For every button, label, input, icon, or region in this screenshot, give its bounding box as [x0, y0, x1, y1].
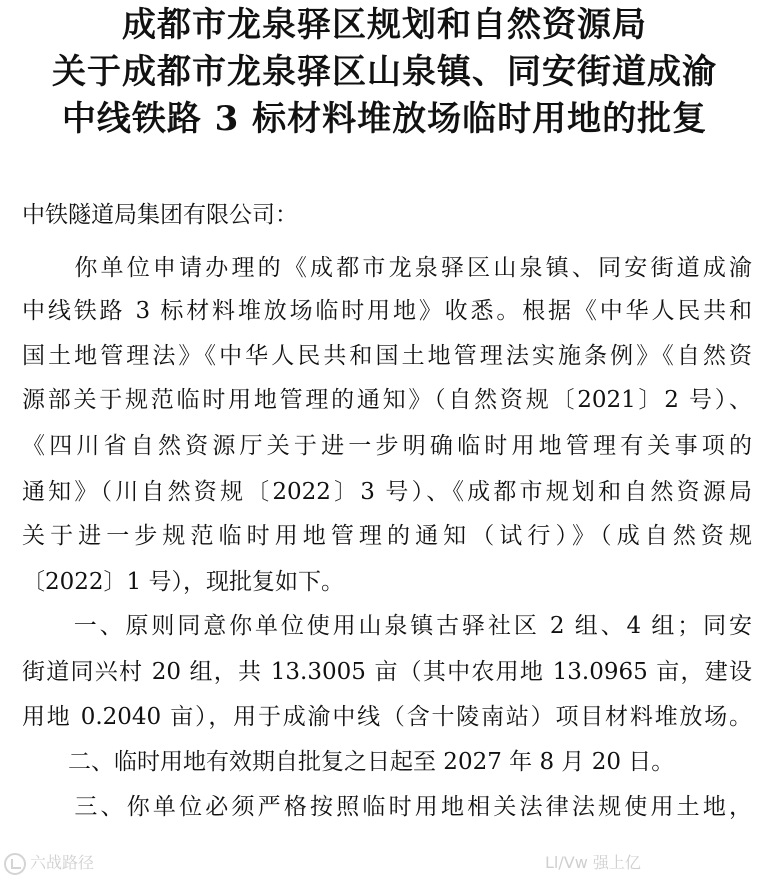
body-line: 通知》（川自然资规〔2022〕3 号）、《成都市规划和自然资源局 [22, 479, 752, 505]
body-line: 三、你单位必须严格按照临时用地相关法律法规使用土地， [22, 794, 752, 820]
body-line: 关于进一步规范临时用地管理的通知（试行）》（成自然资规 [22, 523, 752, 549]
body-line: 二、临时用地有效期自批复之日起至 2027 年 8 月 20 日。 [22, 749, 675, 775]
watermark-left [4, 850, 94, 876]
title-line-1: 成都市龙泉驿区规划和自然资源局 [122, 5, 647, 45]
watermark-right [545, 850, 641, 876]
body-line: 你单位申请办理的《成都市龙泉驿区山泉镇、同安街道成渝 [22, 255, 752, 281]
addressee: 中铁隧道局集团有限公司： [22, 202, 298, 228]
watermark-logo-icon [4, 853, 26, 875]
body-line: 〔2022〕1 号），现批复如下。 [22, 569, 344, 595]
body-line: 一、原则同意你单位使用山泉镇古驿社区 2 组、4 组；同安 [22, 613, 752, 639]
watermark-left-text: 六战路径 [30, 853, 95, 872]
title-line-2: 关于成都市龙泉驿区山泉镇、同安街道成渝 [52, 52, 717, 92]
body-line: 街道同兴村 20 组，共 13.3005 亩（其中农用地 13.0965 亩，建设 [22, 659, 752, 685]
body-line: 中线铁路 3 标材料堆放场临时用地》收悉。根据《中华人民共和 [22, 298, 752, 324]
body-line: 用地 0.2040 亩），用于成渝中线（含十陵南站）项目材料堆放场。 [22, 704, 752, 730]
body-line: 国土地管理法》《中华人民共和国土地管理法实施条例》《自然资 [22, 343, 752, 369]
body-line: 《四川省自然资源厅关于进一步明确临时用地管理有关事项的 [22, 433, 752, 459]
title-line-3: 中线铁路 3 标材料堆放场临时用地的批复 [61, 99, 708, 139]
watermark-right-text: Ll/Vw 强上亿 [545, 853, 641, 872]
body-line: 源部关于规范临时用地管理的通知》（自然资规〔2021〕2 号）、 [22, 387, 752, 413]
